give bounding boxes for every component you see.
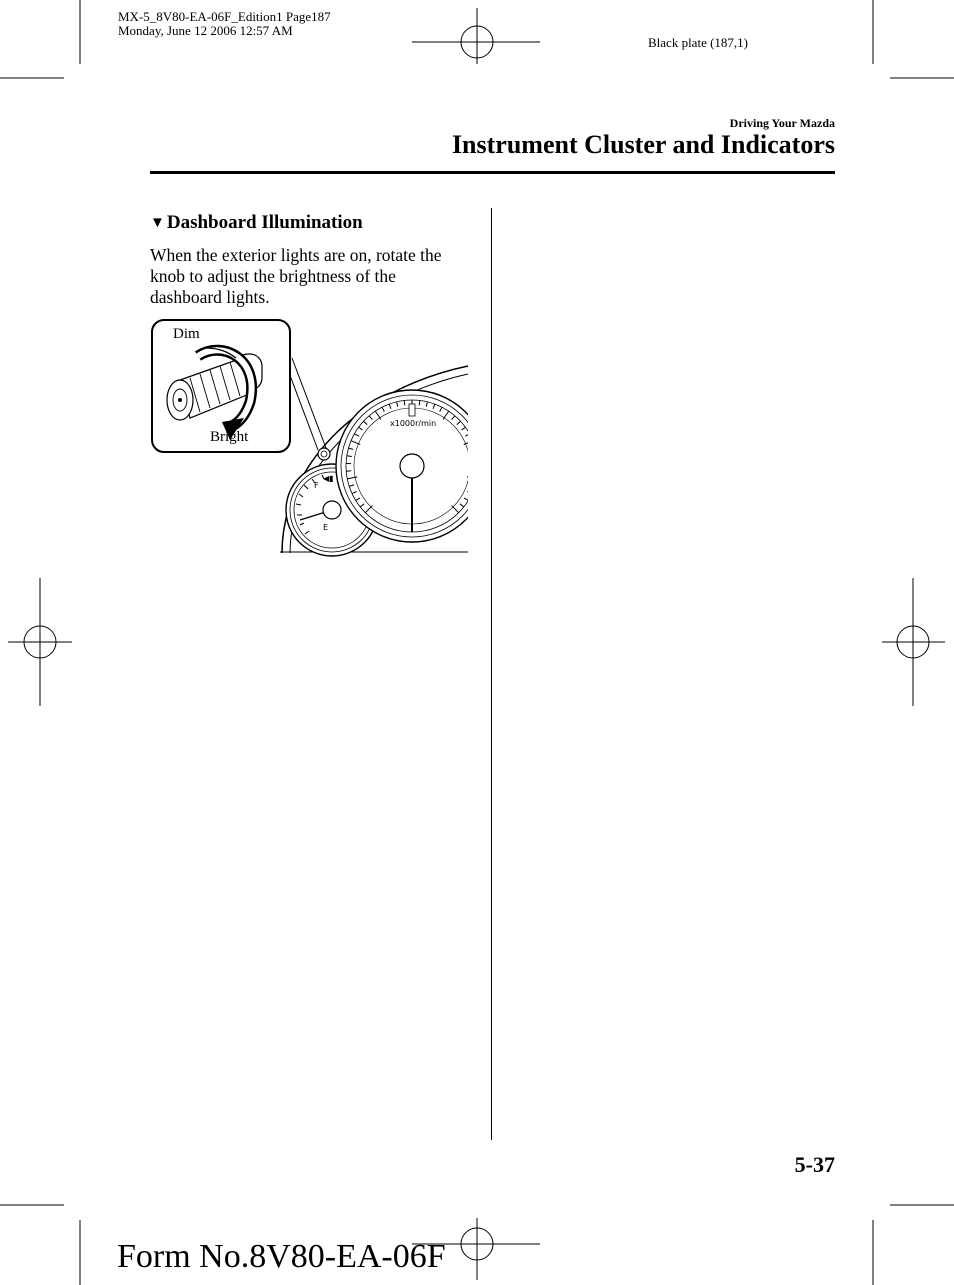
print-slug bbox=[118, 10, 331, 38]
slug-line-2: Monday, June 12 2006 12:57 AM bbox=[118, 23, 293, 38]
page-title: Instrument Cluster and Indicators bbox=[451, 130, 835, 159]
tach-tick bbox=[419, 401, 420, 406]
column-divider bbox=[491, 208, 492, 1140]
fuel-pump-icon: ◀▮ bbox=[323, 474, 334, 483]
page-number: 5-37 bbox=[794, 1152, 835, 1177]
tach-tick bbox=[404, 401, 405, 406]
dim-label: Dim bbox=[173, 326, 200, 342]
slug-line-1: MX-5_8V80-EA-06F_Edition1 Page187 bbox=[118, 9, 331, 24]
tach-unit-label: x1000r/min bbox=[390, 419, 437, 428]
plate-label: Black plate (187,1) bbox=[648, 35, 748, 50]
section-label: Driving Your Mazda bbox=[729, 116, 835, 130]
fuel-full-label: F bbox=[314, 481, 319, 490]
title-rule bbox=[150, 171, 835, 174]
bright-label: Bright bbox=[210, 429, 249, 445]
form-number: Form No.8V80-EA-06F bbox=[117, 1238, 446, 1275]
body-paragraph: When the exterior lights are on, rotate the knob to adjust the brightness of the dashboard lights. bbox=[150, 245, 442, 307]
illumination-knob bbox=[318, 448, 330, 460]
subsection-heading bbox=[150, 212, 363, 234]
heading-text: Dashboard Illumination bbox=[166, 212, 363, 233]
fuel-empty-label: E bbox=[323, 523, 329, 532]
dashboard-illumination-figure bbox=[150, 318, 468, 558]
triangle-marker-icon: ▼ bbox=[150, 215, 165, 231]
